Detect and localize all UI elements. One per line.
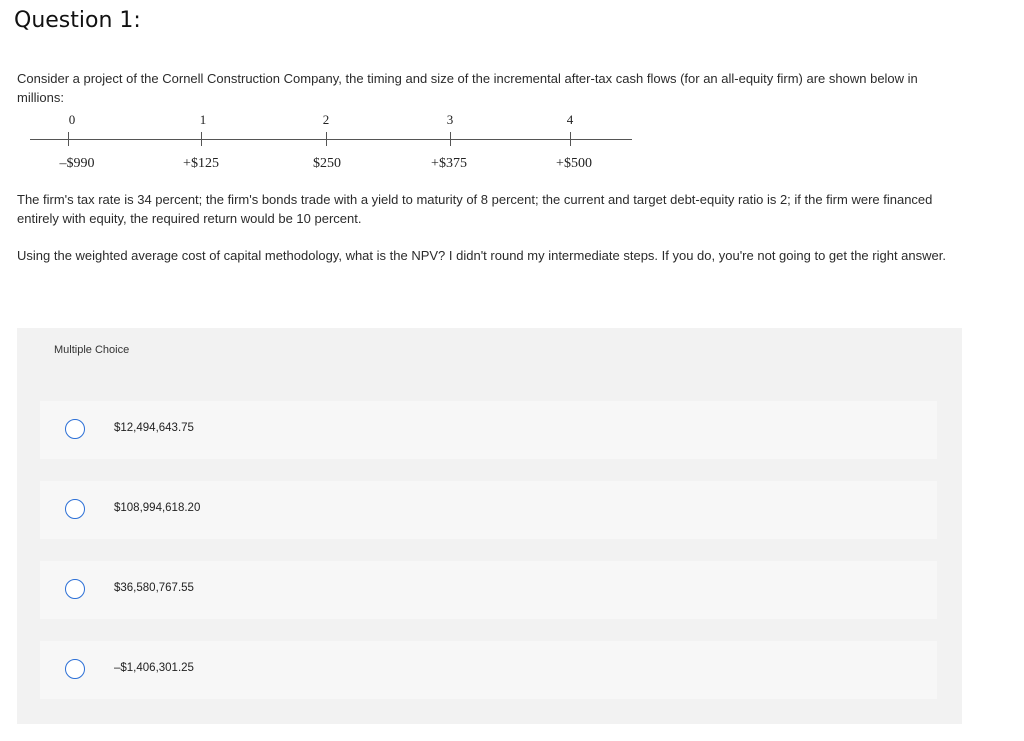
timeline-period-1: 1 bbox=[199, 112, 207, 127]
timeline-cashflow-0: –$990 bbox=[59, 156, 95, 171]
multiple-choice-header: Multiple Choice bbox=[54, 344, 130, 356]
timeline-tick-4 bbox=[570, 132, 571, 146]
cash-flow-timeline bbox=[0, 108, 700, 178]
radio-button[interactable] bbox=[65, 419, 85, 439]
question-details: The firm's tax rate is 34 percent; the firm's bonds trade with a yield to maturity of 8 percent; the current and target debt-equity ratio is 2; if the firm were financed entirely with equity, the required return would be 10 percent. bbox=[17, 192, 933, 226]
timeline-axis bbox=[30, 139, 632, 140]
multiple-choice-panel bbox=[17, 328, 962, 724]
timeline-tick-3 bbox=[450, 132, 451, 146]
radio-button[interactable] bbox=[65, 659, 85, 679]
answer-option-label: $108,994,618.20 bbox=[114, 502, 201, 514]
answer-option-2[interactable] bbox=[40, 481, 937, 539]
timeline-period-2: 2 bbox=[322, 112, 330, 127]
answer-option-3[interactable] bbox=[40, 561, 937, 619]
question-title: Question 1: bbox=[14, 8, 141, 33]
answer-option-label: $36,580,767.55 bbox=[114, 582, 194, 594]
timeline-cashflow-3: +$375 bbox=[431, 156, 467, 171]
timeline-period-3: 3 bbox=[446, 112, 454, 127]
answer-option-4[interactable] bbox=[40, 641, 937, 699]
timeline-period-4: 4 bbox=[566, 112, 574, 127]
radio-button[interactable] bbox=[65, 499, 85, 519]
timeline-cashflow-2: $250 bbox=[313, 156, 341, 171]
radio-button[interactable] bbox=[65, 579, 85, 599]
timeline-tick-0 bbox=[68, 132, 69, 146]
timeline-cashflow-1: +$125 bbox=[183, 156, 219, 171]
answer-option-label: –$1,406,301.25 bbox=[114, 662, 194, 674]
question-intro: Consider a project of the Cornell Construction Company, the timing and size of the incremental after-tax cash flows (for an all-equity firm) are shown below in millions: bbox=[17, 71, 918, 105]
timeline-period-0: 0 bbox=[68, 112, 76, 127]
answer-option-1[interactable] bbox=[40, 401, 937, 459]
timeline-tick-2 bbox=[326, 132, 327, 146]
question-prompt: Using the weighted average cost of capital methodology, what is the NPV? I didn't round my intermediate steps. If you do, you're not going to get the right answer. bbox=[17, 248, 946, 263]
timeline-tick-1 bbox=[201, 132, 202, 146]
answer-option-label: $12,494,643.75 bbox=[114, 422, 194, 434]
timeline-cashflow-4: +$500 bbox=[556, 156, 592, 171]
